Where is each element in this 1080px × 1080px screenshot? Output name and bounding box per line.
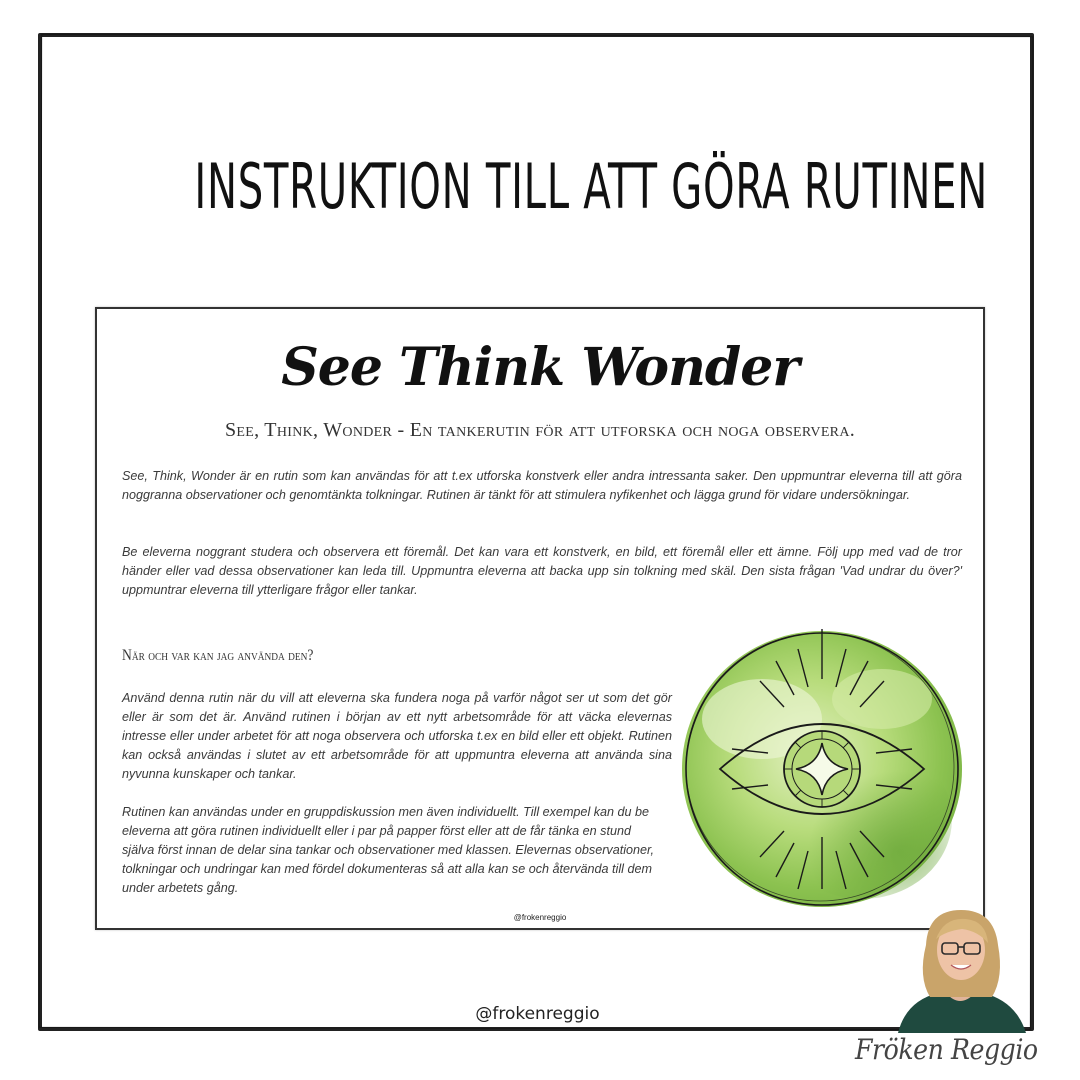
document-title: See Think Wonder [281,337,799,398]
document-handle: @frokenreggio [513,913,567,922]
paragraph-how: Rutinen kan användas under en gruppdiskussion men även individuellt. Till exempel kan du be eleverna att göra rutinen individuellt eller i par på papper först eller att de får tänka en stund själva först innan de delar sina tankar och observationer med klassen. Elevernas observationer, tolkningar och undringar kan med fördel dokumenteras så att alla kan se och återvända till dem under arbetets gång. [122,805,655,895]
eye-icon [672,609,972,909]
page-title: INSTRUKTION TILL ATT GÖRA RUTINEN [194,150,988,223]
document-card [95,307,985,930]
document-subtitle: See, Think, Wonder - En tankerutin för att utforska och noga observera. [224,419,856,441]
paragraph-intro: See, Think, Wonder är en rutin som kan användas för att t.ex utforska konstverk eller andra intressanta saker. Den uppmuntrar eleverna till att göra noggranna observationer och genomtänkta tolkningar. Rutinen är tänkt för att stimulera nyfikenhet och lägga grund för vidare undersökningar. [122,469,962,502]
brand-signature: Fröken Reggio [855,1033,1038,1066]
footer-handle: @frokenreggio [475,1004,600,1024]
paragraph-instructions: Be eleverna noggrant studera och observera ett föremål. Det kan vara ett konstverk, en bild, ett föremål eller ett ämne. Följ upp med vad de tror händer eller vad dessa observationer kan leda till. Uppmuntra eleverna att backa upp sin tolkning med skäl. Den sista frågan 'Vad undrar du över?' uppmuntrar eleverna till ytterligare frågor eller tankar. [122,545,962,597]
avatar [888,905,1033,1033]
section-heading: När och var kan jag använda den? [122,647,314,664]
paragraph-when: Använd denna rutin när du vill att eleverna ska fundera noga på varför något ser ut som det gör eller är som det är. Använd rutinen i början av ett nytt arbetsområde för att väcka elevernas intresse eller under arbetet för att noga observera och utforska t.ex en bild eller ett objekt. Rutinen kan också användas i slutet av ett arbetsområde för att uppmuntra eleverna att använda sina nyvunna kunskaper och tankar. [122,691,672,781]
